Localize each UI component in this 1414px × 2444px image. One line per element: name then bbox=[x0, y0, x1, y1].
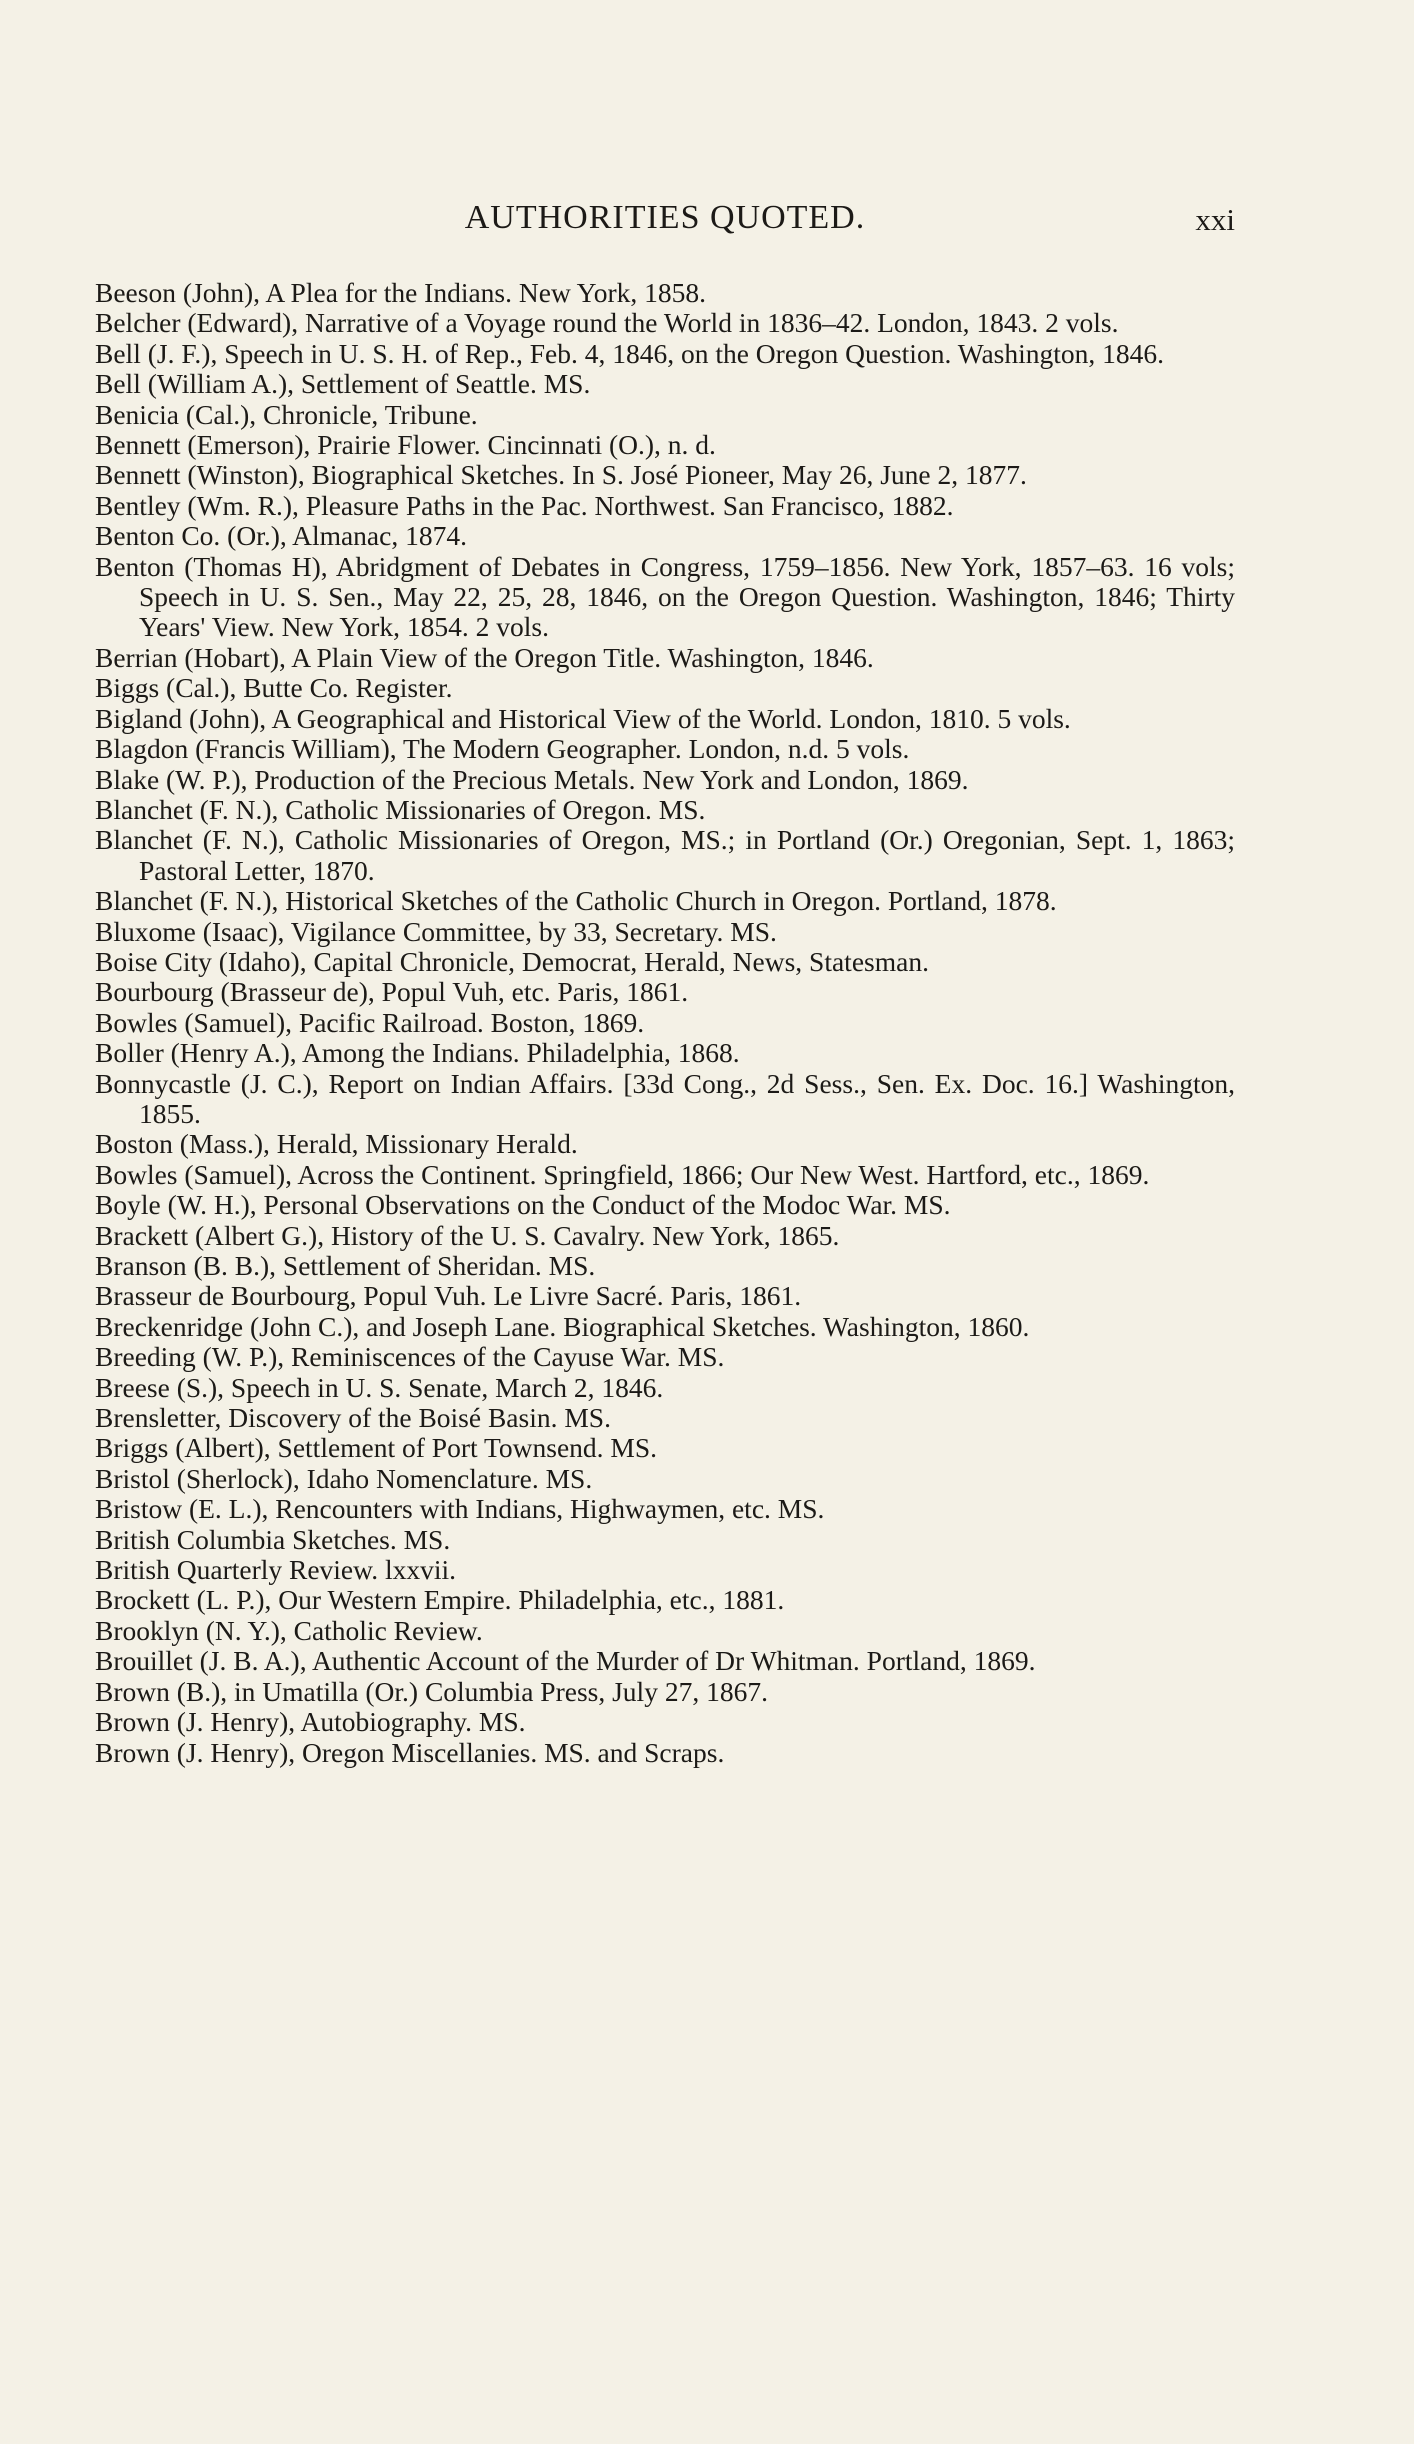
bibliography-entry: Brown (J. Henry), Autobiography. MS. bbox=[95, 1706, 526, 1738]
bibliography-entry: Blagdon (Francis William), The Modern Geographer. London, n.d. 5 vols. bbox=[95, 733, 910, 765]
bibliography-entry: Breckenridge (John C.), and Joseph Lane. Biographical Sketches. Washington, 1860. bbox=[95, 1310, 1030, 1342]
bibliography-entry: Bowles (Samuel), Across the Continent. Springfield, 1866; Our New West. Hartford, etc., 1869. bbox=[95, 1158, 1150, 1190]
bibliography-entry: Bluxome (Isaac), Vigilance Committee, by 33, Secretary. MS. bbox=[95, 915, 777, 947]
running-title: AUTHORITIES QUOTED. bbox=[464, 199, 866, 236]
bibliography-entry: Benton Co. (Or.), Almanac, 1874. bbox=[95, 520, 467, 552]
bibliography-entry: Boyle (W. H.), Personal Observations on the Conduct of the Modoc War. MS. bbox=[95, 1189, 951, 1221]
bibliography-entry: Brown (J. Henry), Oregon Miscellanies. MS. and Scraps. bbox=[95, 1736, 725, 1768]
bibliography-entry: Brouillet (J. B. A.), Authentic Account of the Murder of Dr Whitman. Portland, 1869. bbox=[95, 1645, 1036, 1677]
bibliography-entry: Bristol (Sherlock), Idaho Nomenclature. MS. bbox=[95, 1462, 593, 1494]
bibliography-entry: Beeson (John), A Plea for the Indians. New York, 1858. bbox=[95, 277, 707, 308]
page-number: xxi bbox=[1195, 202, 1235, 237]
bibliography-entry: Bentley (Wm. R.), Pleasure Paths in the Pac. Northwest. San Francisco, 1882. bbox=[95, 489, 954, 521]
bibliography-entry: Brensletter, Discovery of the Boisé Basin. MS. bbox=[95, 1402, 611, 1434]
bibliography-list bbox=[95, 278, 1235, 1768]
bibliography-entry: Blanchet (F. N.), Catholic Missionaries of Oregon. MS. bbox=[95, 793, 706, 825]
bibliography-entry: Boston (Mass.), Herald, Missionary Herald. bbox=[95, 1128, 578, 1160]
bibliography-entry: Benton (Thomas H), Abridgment of Debates in Congress, 1759–1856. New York, 1857–63. 16 vols; Speech in U. S. Sen., May 22, 25, 28, 1846, on the Oregon Question. Washington, 1846; Thirty Years' View. New York, 1854. 2 vols. bbox=[95, 550, 1235, 643]
bibliography-entry: Brown (B.), in Umatilla (Or.) Columbia Press, July 27, 1867. bbox=[95, 1675, 768, 1707]
bibliography-entry: Boise City (Idaho), Capital Chronicle, Democrat, Herald, News, Statesman. bbox=[95, 945, 929, 977]
bibliography-entry: Bonnycastle (J. C.), Report on Indian Affairs. [33d Cong., 2d Sess., Sen. Ex. Doc. 16.] Washington, 1855. bbox=[95, 1067, 1235, 1129]
bibliography-entry: Benicia (Cal.), Chronicle, Tribune. bbox=[95, 398, 478, 430]
bibliography-entry: Brockett (L. P.), Our Western Empire. Philadelphia, etc., 1881. bbox=[95, 1584, 785, 1616]
bibliography-entry: Boller (Henry A.), Among the Indians. Philadelphia, 1868. bbox=[95, 1037, 740, 1069]
bibliography-entry: Bell (William A.), Settlement of Seattle. MS. bbox=[95, 368, 591, 400]
bibliography-entry: Blake (W. P.), Production of the Precious Metals. New York and London, 1869. bbox=[95, 763, 969, 795]
bibliography-entry: Bigland (John), A Geographical and Historical View of the World. London, 1810. 5 vols. bbox=[95, 702, 1071, 734]
bibliography-entry: Briggs (Albert), Settlement of Port Townsend. MS. bbox=[95, 1432, 658, 1464]
bibliography-entry: Bowles (Samuel), Pacific Railroad. Boston, 1869. bbox=[95, 1006, 645, 1038]
bibliography-entry: Bell (J. F.), Speech in U. S. H. of Rep., Feb. 4, 1846, on the Oregon Question. Washington, 1846. bbox=[95, 337, 1165, 369]
bibliography-entry: British Columbia Sketches. MS. bbox=[95, 1523, 451, 1555]
bibliography-entry: Bennett (Winston), Biographical Sketches. In S. José Pioneer, May 26, June 2, 1877. bbox=[95, 459, 1027, 491]
bibliography-entry: Branson (B. B.), Settlement of Sheridan. MS. bbox=[95, 1250, 596, 1281]
page-header bbox=[95, 196, 1235, 240]
bibliography-entry: Breeding (W. P.), Reminiscences of the Cayuse War. MS. bbox=[95, 1341, 725, 1373]
bibliography-entry: Breese (S.), Speech in U. S. Senate, March 2, 1846. bbox=[95, 1371, 664, 1403]
bibliography-entry: Blanchet (F. N.), Historical Sketches of the Catholic Church in Oregon. Portland, 1878. bbox=[95, 885, 1057, 917]
bibliography-entry: Bennett (Emerson), Prairie Flower. Cincinnati (O.), n. d. bbox=[95, 429, 716, 461]
bibliography-entry: British Quarterly Review. lxxvii. bbox=[95, 1554, 457, 1586]
bibliography-entry: Belcher (Edward), Narrative of a Voyage round the World in 1836–42. London, 1843. 2 vols. bbox=[95, 307, 1119, 339]
bibliography-entry: Brasseur de Bourbourg, Popul Vuh. Le Livre Sacré. Paris, 1861. bbox=[95, 1280, 802, 1312]
bibliography-entry: Bristow (E. L.), Rencounters with Indians, Highwaymen, etc. MS. bbox=[95, 1493, 825, 1525]
bibliography-entry: Brooklyn (N. Y.), Catholic Review. bbox=[95, 1614, 483, 1646]
bibliography-entry: Biggs (Cal.), Butte Co. Register. bbox=[95, 672, 453, 704]
bibliography-entry: Brackett (Albert G.), History of the U. S. Cavalry. New York, 1865. bbox=[95, 1219, 840, 1251]
bibliography-entry: Berrian (Hobart), A Plain View of the Oregon Title. Washington, 1846. bbox=[95, 641, 874, 673]
bibliography-entry: Bourbourg (Brasseur de), Popul Vuh, etc. Paris, 1861. bbox=[95, 976, 689, 1008]
bibliography-entry: Blanchet (F. N.), Catholic Missionaries of Oregon, MS.; in Portland (Or.) Oregonian, Sept. 1, 1863; Pastoral Letter, 1870. bbox=[95, 824, 1235, 886]
